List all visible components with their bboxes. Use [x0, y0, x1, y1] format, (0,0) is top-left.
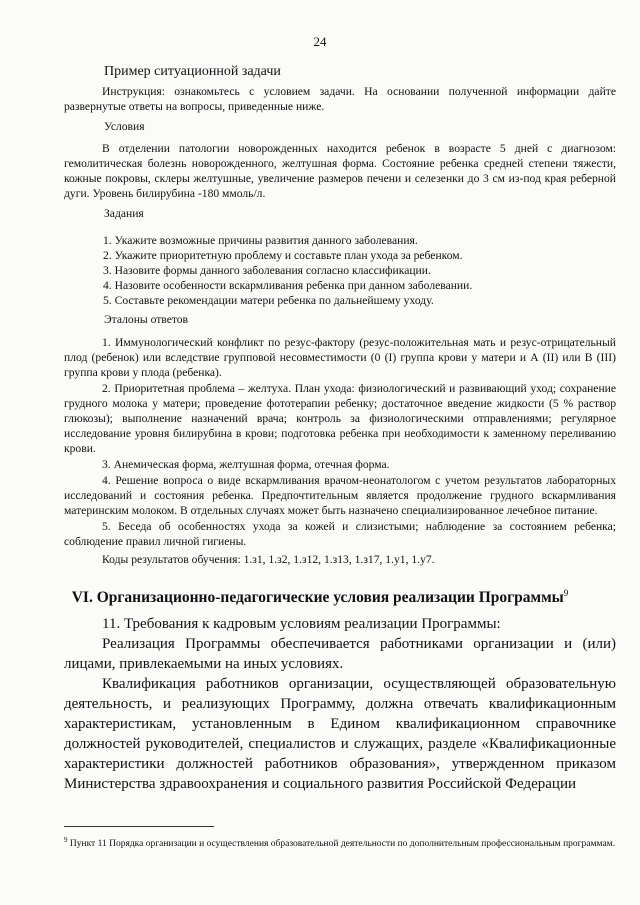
task-item: 1. Укажите возможные причины развития данного заболевания. [103, 234, 418, 247]
answer-item: 5. Беседа об особенностях ухода за кожей и слизистыми; наблюдение за состоянием ребенка; соблюдение правил личной гигиены. [64, 520, 616, 548]
body-paragraph: Реализация Программы обеспечивается работниками организации и (или) лицами, привлекаемыми на иных условиях. [64, 636, 616, 672]
page-number: 24 [313, 34, 327, 49]
conditions-heading: Условия [104, 120, 145, 133]
answer-item: 2. Приоритетная проблема – желтуха. План ухода: физиологический и развивающий уход; сохранение грудного молока у матери; проведение фототерапии ребенку; достаточное введение жидкости (5 % раствор глюкозы); выполнение назначений врача; контроль за физиологическими отправлениями; регулярное исследование уровня билирубина в крови; подготовка ребенка при необходимости к заменному переливанию крови. [64, 382, 616, 455]
footnote-divider [64, 826, 214, 827]
task-item: 5. Составьте рекомендации матери ребенка по дальнейшему уходу. [103, 294, 434, 307]
requirements-title: 11. Требования к кадровым условиям реализации Программы: [102, 616, 501, 632]
tasks-list [103, 233, 583, 308]
answers-heading: Эталоны ответов [104, 313, 189, 326]
personnel-requirements [64, 614, 616, 794]
body-paragraph: Квалификация работников организации, осуществляющей образовательную деятельность, и реализующих Программу, должна отвечать квалификационным характеристикам, установленным в Едином квалификационном справочнике должностей руководителей, специалистов и служащих, разделе «Квалификационные характеристики должностей работников образования», утвержденном приказом Министерства здравоохранения и социального развития Российской Федерации [64, 676, 616, 792]
section-title-text: VI. Организационно-педагогические условия реализации Программы [71, 589, 564, 607]
task-item: 2. Укажите приоритетную проблему и составьте план ухода за ребенком. [103, 249, 463, 262]
answers-list [64, 335, 616, 568]
footnote-reference: 9 [563, 588, 569, 598]
task-item: 3. Назовите формы данного заболевания согласно классификации. [103, 264, 431, 277]
case-title: Пример ситуационной задачи [104, 64, 281, 79]
footnote-text: Пункт 11 Порядка организации и осуществления образовательной деятельности по дополнительным профессиональным программам. [69, 839, 616, 850]
answer-item: 1. Иммунологический конфликт по резус-фактору (резус-положительная мать и резус-отрицательный плод (ребенок) или вследствие групповой несовместимости (0 (I) группа крови у матери и А (II) или В (III) группа крови у плода (ребенка). [64, 336, 616, 379]
answer-item: 4. Решение вопроса о виде вскармливания врачом-неонатологом с учетом результатов лабораторных исследований и состояния ребенка. Предпочтительным является продолжение грудного вскармливания материнским молоком. В отдельных случаях может быть назначено специализированное лечебное питание. [64, 474, 616, 517]
footnote-number: 9 [64, 836, 68, 844]
answer-item: 3. Анемическая форма, желтушная форма, отечная форма. [102, 458, 390, 471]
task-item: 4. Назовите особенности вскармливания ребенка при данном заболевании. [103, 279, 473, 292]
footnote [64, 834, 624, 851]
instruction-paragraph: Инструкция: ознакомьтесь с условием задачи. На основании полученной информации дайте развернутые ответы на вопросы, приведенные ниже. [64, 85, 616, 113]
tasks-heading: Задания [104, 207, 144, 220]
learning-codes: Коды результатов обучения: 1.з1, 1.з2, 1.з12, 1.з13, 1.з17, 1.у1, 1.у7. [102, 553, 435, 566]
section-title [0, 588, 640, 607]
conditions-paragraph: В отделении патологии новорожденных находится ребенок в возрасте 5 дней с диагнозом: гемолитическая болезнь новорожденного, желтушная форма. Состояние ребенка средней степени тяжести, кожные покровы, склеры желтушные, увеличение размеров печени и селезенки до 3 см из-под края реберной дуги. Уровень билирубина -180 ммоль/л. [64, 142, 616, 200]
